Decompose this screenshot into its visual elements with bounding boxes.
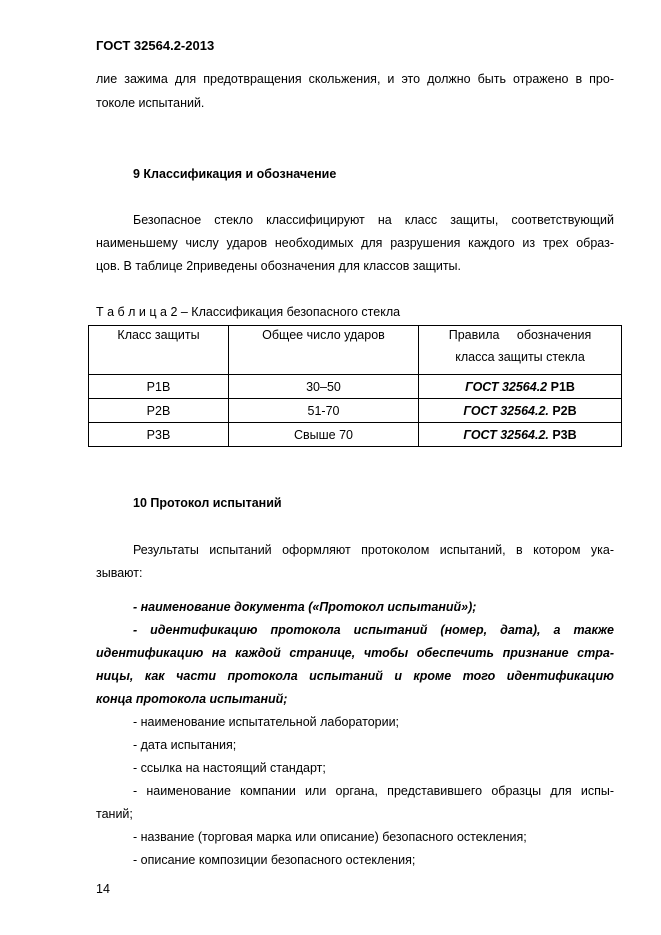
table-cell: 30–50: [229, 375, 419, 399]
page-number: 14: [96, 882, 110, 896]
header-cell: [419, 326, 622, 375]
table-header-row: [89, 326, 622, 375]
header-label: Общее число ударов: [262, 328, 385, 342]
table-cell: 51-70: [229, 399, 419, 423]
document-header: ГОСТ 32564.2-2013: [96, 38, 215, 53]
list-item-bold: - наименование документа («Протокол испытаний»);: [133, 600, 477, 614]
text-line: зывают:: [96, 566, 143, 580]
table-row: [89, 375, 622, 399]
header-label: Правила обозначения: [448, 328, 592, 342]
table-row: [89, 423, 622, 447]
list-item-bold: ницы, как части протокола испытаний и кроме того идентификацию: [96, 669, 614, 683]
header-label: класса защиты стекла: [455, 350, 585, 364]
list-item-bold: - идентификацию протокола испытаний (номер, дата), а также: [133, 623, 614, 637]
table-row: [89, 399, 622, 423]
text-line: лие зажима для предотвращения скольжения, и это должно быть отражено в про-: [96, 72, 614, 86]
list-item: - наименование испытательной лаборатории;: [133, 715, 400, 729]
list-item: - описание композиции безопасного остекления;: [133, 853, 416, 867]
table-cell: [419, 375, 622, 399]
classification-table: [88, 325, 622, 447]
rule-code: Р3В: [548, 427, 577, 442]
header-label: Класс защиты: [117, 328, 200, 342]
table-cell: Свыше 70: [229, 423, 419, 447]
list-item: - наименование компании или органа, представившего образцы для испы-: [133, 784, 614, 798]
list-item: - ссылка на настоящий стандарт;: [133, 761, 326, 775]
table-cell: Р1В: [89, 375, 229, 399]
rule-text: ГОСТ 32564.2.: [463, 403, 549, 418]
list-item-bold: конца протокола испытаний;: [96, 692, 288, 706]
rule-text: ГОСТ 32564.2.: [463, 427, 549, 442]
table-cell: Р3В: [89, 423, 229, 447]
text-line: цов. В таблице 2приведены обозначения для классов защиты.: [96, 259, 462, 273]
rule-code: Р1В: [547, 379, 575, 394]
header-cell: [89, 326, 229, 375]
list-item-bold: идентификацию на каждой странице, чтобы обеспечить признание стра-: [96, 646, 614, 660]
rule-code: Р2В: [548, 403, 577, 418]
table-cell: Р2В: [89, 399, 229, 423]
section-heading: 9 Классификация и обозначение: [133, 167, 337, 181]
text-line: Результаты испытаний оформляют протоколом испытаний, в котором ука-: [133, 543, 614, 557]
header-cell: [229, 326, 419, 375]
text-line: наименьшему числу ударов необходимых для разрушения каждого из трех образ-: [96, 236, 614, 250]
list-item: - дата испытания;: [133, 738, 237, 752]
table-cell: [419, 423, 622, 447]
text-line: Безопасное стекло классифицируют на класс защиты, соответствующий: [133, 213, 614, 227]
section-heading: 10 Протокол испытаний: [133, 496, 282, 510]
list-item: - название (торговая марка или описание) безопасного остекления;: [133, 830, 527, 844]
table-caption: Т а б л и ц а 2 – Классификация безопасного стекла: [96, 305, 401, 319]
rule-text: ГОСТ 32564.2: [465, 379, 548, 394]
list-item: таний;: [96, 807, 133, 821]
text-line: токоле испытаний.: [96, 96, 205, 110]
table-cell: [419, 399, 622, 423]
